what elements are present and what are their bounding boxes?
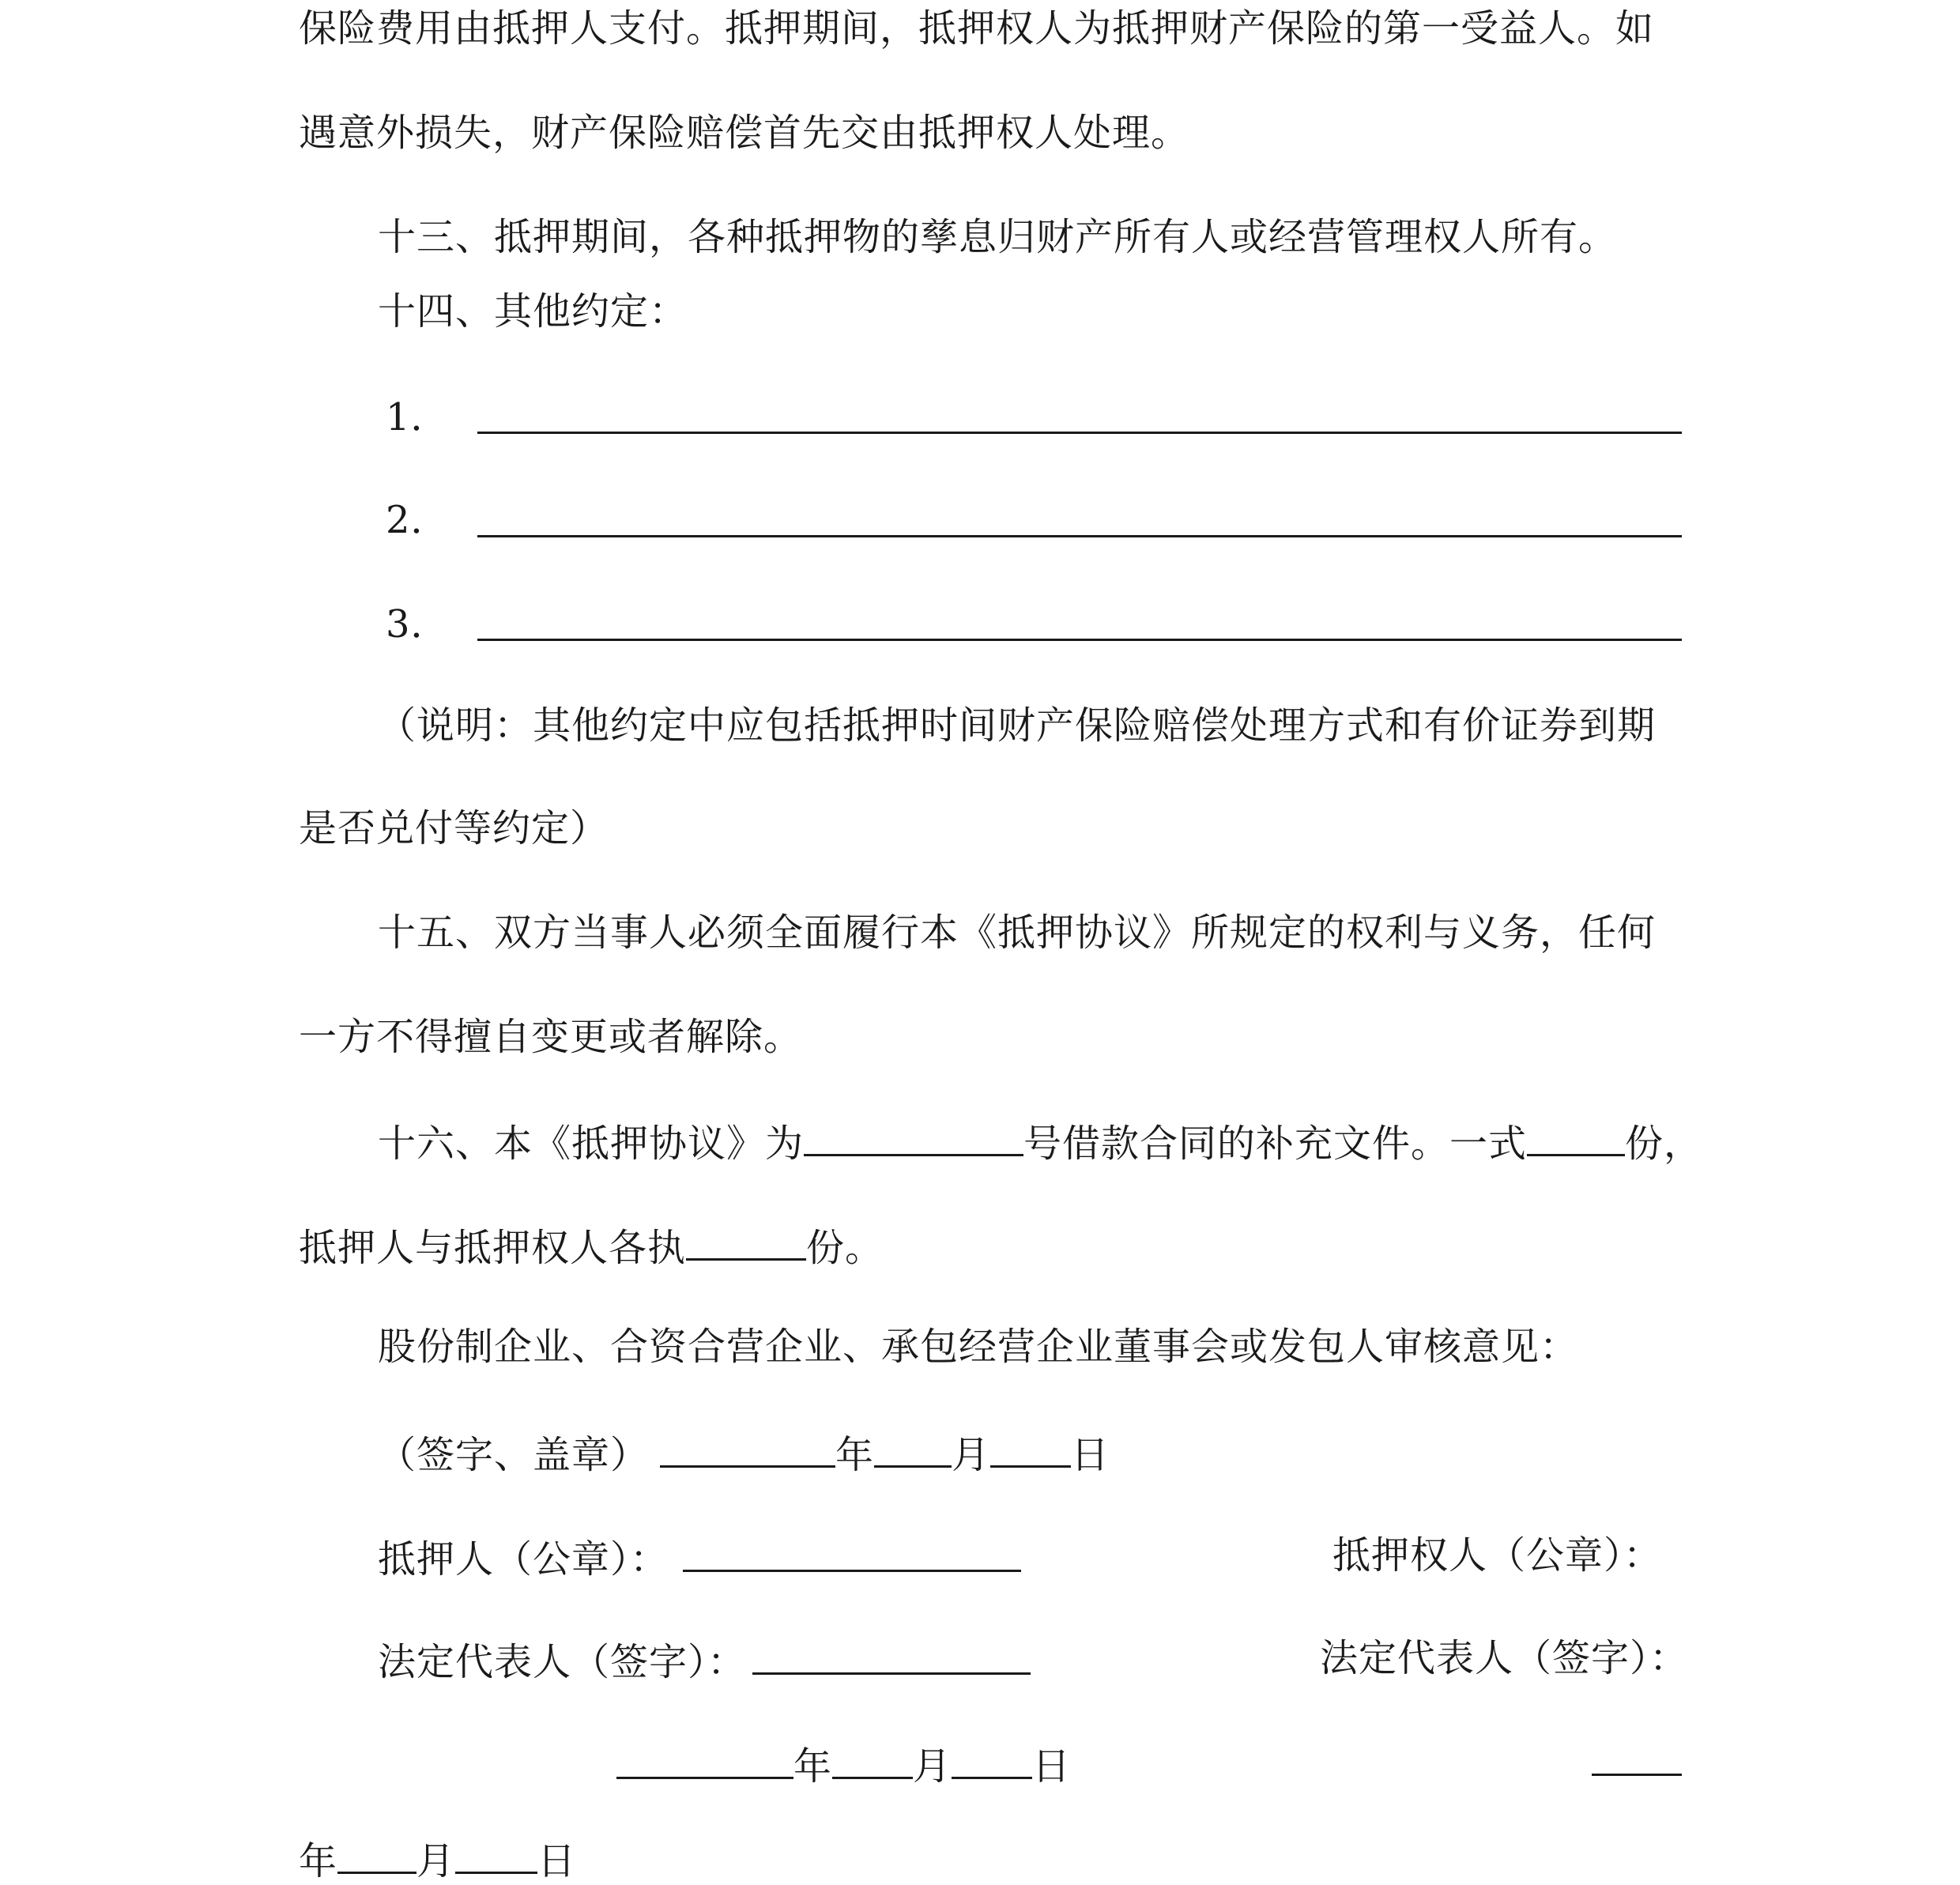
para14-heading: 十四、其他约定： (378, 289, 688, 334)
contract-number-blank[interactable] (804, 1116, 1023, 1156)
legal-rep-left-blank[interactable] (752, 1634, 1031, 1675)
right-date-year-blank[interactable] (1592, 1774, 1682, 1776)
para15-line2: 一方不得擅自变更或者解除。 (299, 1015, 803, 1059)
right-year-label: 年 (299, 1839, 338, 1883)
left-date-year-blank[interactable] (616, 1739, 793, 1779)
mortgagor-seal-label: 抵押人（公章）： (378, 1537, 669, 1582)
left-date-day-blank[interactable] (952, 1739, 1032, 1779)
review-year-label: 年 (835, 1433, 875, 1477)
mortgagor-seal-blank[interactable] (683, 1532, 1021, 1572)
para16-line1 (378, 1116, 1702, 1167)
board-review-label: 股份制企业、合资合营企业、承包经营企业董事会或发包人审核意见： (378, 1325, 1579, 1369)
copies-total-blank[interactable] (1527, 1116, 1625, 1156)
right-date-month-blank[interactable] (337, 1834, 416, 1874)
other-item-3-blank[interactable] (477, 639, 1682, 641)
para16-middle: 号借款合同的补充文件。一式 (1023, 1122, 1528, 1166)
para12-line2: 遇意外损失，财产保险赔偿首先交由抵押权人处理。 (299, 111, 1190, 155)
review-date-year-blank[interactable] (660, 1427, 835, 1468)
mortgagor-seal-line (378, 1532, 1021, 1583)
para16-line2 (299, 1220, 884, 1272)
left-date-line (616, 1739, 1071, 1790)
other-item-3-number: 3． (386, 602, 450, 647)
right-date-line (299, 1834, 576, 1885)
right-date-day-blank[interactable] (455, 1834, 537, 1874)
sign-seal-label: （签字、盖章） (378, 1433, 650, 1477)
para13: 十三、抵押期间，各种抵押物的孳息归财产所有人或经营管理权人所有。 (378, 215, 1618, 259)
other-item-2-blank[interactable] (477, 535, 1682, 537)
legal-rep-left-line (378, 1634, 1031, 1686)
review-date-month-blank[interactable] (874, 1427, 952, 1468)
legal-rep-left-label: 法定代表人（签字）： (378, 1640, 747, 1684)
left-month-label: 月 (913, 1744, 952, 1789)
review-month-label: 月 (952, 1433, 991, 1477)
para16-suffix: 份， (1625, 1122, 1703, 1166)
other-item-1-blank[interactable] (477, 432, 1682, 434)
sign-seal-line (378, 1427, 1110, 1479)
other-item-2-number: 2． (386, 498, 450, 542)
para16-line2-prefix: 抵押人与抵押权人各执 (299, 1226, 687, 1270)
mortgagee-seal-label: 抵押权人（公章）： (1332, 1533, 1663, 1578)
left-year-label: 年 (793, 1744, 833, 1789)
left-day-label: 日 (1032, 1744, 1072, 1789)
legal-rep-right-label: 法定代表人（签字）： (1320, 1636, 1689, 1680)
right-month-label: 月 (416, 1839, 456, 1883)
other-item-1-number: 1． (386, 395, 450, 439)
review-day-label: 日 (1071, 1433, 1110, 1477)
note-line1: （说明：其他约定中应包括抵押时间财产保险赔偿处理方式和有价证券到期 (378, 703, 1657, 748)
note-line2: 是否兑付等约定） (299, 806, 609, 850)
review-date-day-blank[interactable] (990, 1427, 1071, 1468)
copies-each-blank[interactable] (686, 1220, 806, 1261)
para16-line2-suffix: 份。 (806, 1226, 884, 1270)
para12-line1: 保险费用由抵押人支付。抵押期间，抵押权人为抵押财产保险的第一受益人。如 (299, 6, 1655, 51)
left-date-month-blank[interactable] (832, 1739, 913, 1779)
para16-prefix: 十六、本《抵押协议》为 (378, 1122, 805, 1166)
para15-line1: 十五、双方当事人必须全面履行本《抵押协议》所规定的权利与义务，任何 (378, 910, 1657, 955)
right-day-label: 日 (537, 1839, 577, 1883)
